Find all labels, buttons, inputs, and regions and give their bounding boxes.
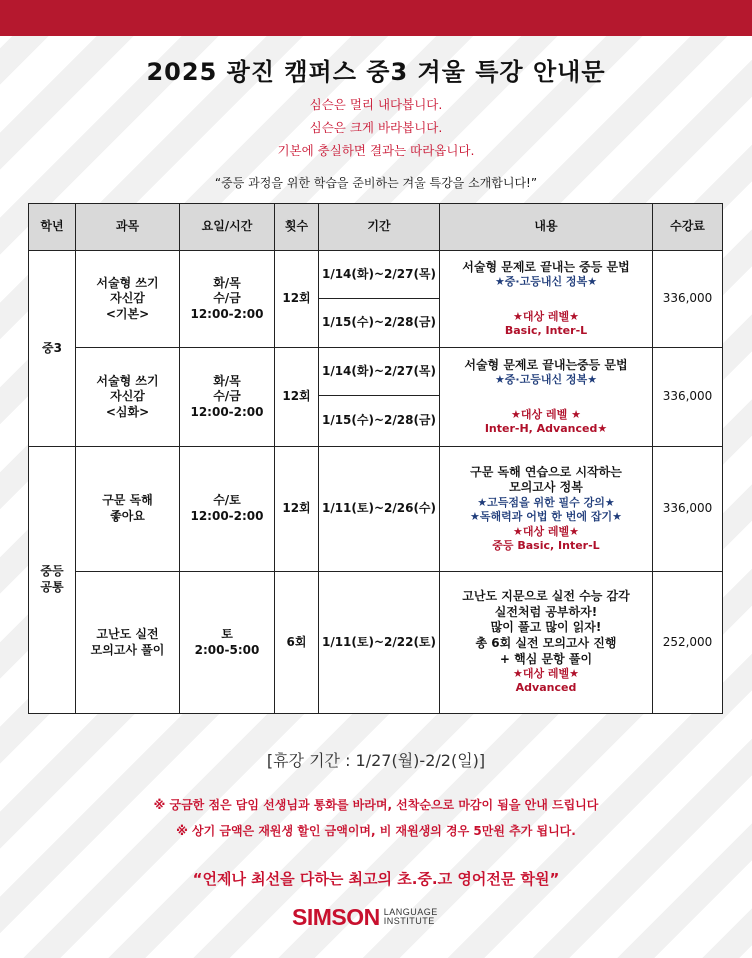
subject-line: 자신감 [110,389,145,404]
fee-cell: 252,000 [653,572,723,714]
schedule-cell [180,447,275,572]
schedule-line: 화/목 [213,373,241,388]
count-cell: 12회 [275,447,319,572]
content-level-line: ★대상 레벨★ [512,309,580,323]
subject-cell [76,447,180,572]
content-main-line: 총 6회 실전 모의고사 진행 [475,636,617,650]
logo-subtitle [384,908,438,927]
subject-line: 서술형 쓰기 [96,275,159,290]
schedule-line: 12:00-2:00 [190,509,264,523]
top-color-bar [0,0,752,36]
period-cell: 1/14(화)~2/27(목) [319,251,440,299]
schedule-line: 12:00-2:00 [190,404,264,419]
subject-line: 구문 독해 [102,493,153,508]
table-row [29,572,723,714]
schedule-line: 수/금 [213,389,241,404]
period-cell: 1/11(토)~2/22(토) [319,572,440,714]
table-row [29,251,723,299]
subject-line: <기본> [105,306,150,321]
logo-subtitle-line: INSTITUTE [383,916,435,926]
subject-line: 자신감 [110,291,145,306]
content-level-line: ★대상 레벨 ★ [511,407,581,421]
subject-cell [76,572,180,714]
count-cell: 6회 [275,572,319,714]
academy-motto: “언제나 최선을 다하는 최고의 초.중.고 영어전문 학원” [192,870,560,888]
subject-line: 모의고사 풀이 [90,642,165,657]
table-header-row [29,204,723,251]
schedule-line: 12:00-2:00 [190,306,264,321]
content-main-line: 많이 풀고 많이 읽자! [490,620,602,635]
header-period: 기간 [319,204,440,251]
content-level-line: 중등 Basic, Inter-L [492,538,600,552]
fee-cell: 336,000 [653,348,723,447]
content-highlight-line: ★독해력과 어법 한 번에 잡기★ [470,510,622,524]
subject-line: <심화> [105,404,150,419]
page-title: 2025 광진 캠퍼스 중3 겨울 특강 안내문 [146,58,606,86]
logo-wordmark: SIMSON [292,903,380,930]
content-level-line: Inter-H, Advanced★ [484,421,608,435]
content-main-line: 고난도 지문으로 실전 수능 감각 [462,589,630,604]
header-grade: 학년 [29,204,76,251]
break-notice: [휴강 기간 : 1/27(월)-2/2(일)] [266,751,486,770]
header-content: 내용 [440,204,653,251]
intro-text: “중등 과정을 위한 학습을 준비하는 겨울 특강을 소개합니다!” [214,176,538,190]
simson-logo [292,902,438,932]
schedule-line: 2:00-5:00 [194,642,260,657]
content-level-line: ★대상 레벨★ [512,524,580,538]
slogan-line-1: 심슨은 멀리 내다봅니다. [309,97,443,112]
content-main-line: + 핵심 문항 풀이 [499,651,593,666]
header-count: 횟수 [275,204,319,251]
content-cell [440,348,653,447]
fee-cell: 336,000 [653,251,723,348]
subject-line: 서술형 쓰기 [96,373,159,388]
header-fee: 수강료 [653,204,723,251]
content-highlight-line: ★중·고등내신 정복★ [494,373,598,387]
logo-subtitle-line: LANGUAGE [383,906,438,917]
header-subject: 과목 [76,204,180,251]
spacer [442,290,650,310]
period-cell: 1/14(화)~2/27(목) [319,348,440,396]
count-cell: 12회 [275,348,319,447]
content-cell [440,447,653,572]
table-row [29,447,723,572]
subject-cell [76,251,180,348]
grade-line: 공통 [40,580,64,594]
schedule-cell [180,572,275,714]
schedule-cell [180,251,275,348]
content-cell [440,572,653,714]
content-highlight-line: ★중·고등내신 정복★ [494,275,598,289]
period-cell: 1/15(수)~2/28(금) [319,299,440,348]
count-cell: 12회 [275,251,319,348]
subject-cell [76,348,180,447]
fee-cell: 336,000 [653,447,723,572]
grade-cell-middle3: 중3 [29,251,76,447]
spacer [442,388,650,408]
period-cell: 1/15(수)~2/28(금) [319,396,440,447]
note-line-1: ※ 궁금한 점은 담임 선생님과 통화를 바라며, 선착순으로 마감이 됨을 안내 드립니다 [153,798,599,812]
content-level-line: Advanced [515,681,577,695]
slogan-line-3: 기본에 충실하면 결과는 따라옵니다. [277,143,475,158]
content-cell [440,251,653,348]
table-row [29,348,723,396]
slogan-line-2: 심슨은 크게 바라봅니다. [309,120,443,135]
content-main-line: 실전처럼 공부하자! [494,604,598,619]
content-highlight-line: ★고득점을 위한 필수 강의★ [477,496,615,509]
period-cell: 1/11(토)~2/26(수) [319,447,440,572]
schedule-line: 화/목 [213,275,241,290]
content-level-line: Basic, Inter-L [504,323,588,337]
note-line-2: ※ 상기 금액은 재원생 할인 금액이며, 비 재원생의 경우 5만원 추가 됩니다. [176,824,576,838]
content-main-line: 구문 독해 연습으로 시작하는 [470,464,622,479]
schedule-line: 수/금 [213,291,241,306]
subject-line: 좋아요 [110,509,145,523]
grade-cell-common [29,447,76,714]
content-main-line: 모의고사 정복 [509,480,583,495]
header-schedule: 요일/시간 [180,204,275,251]
content-main-line: 서술형 문제로 끝내는 중등 문법 [462,259,630,274]
content-level-line: ★대상 레벨★ [512,667,580,681]
content-main-line: 서술형 문제로 끝내는중등 문법 [464,357,628,372]
schedule-cell [180,348,275,447]
grade-line: 중등 [40,564,64,579]
schedule-line: 토 [221,626,233,641]
schedule-line: 수/토 [213,493,241,508]
subject-line: 고난도 실전 [96,626,159,641]
schedule-table [28,203,723,714]
